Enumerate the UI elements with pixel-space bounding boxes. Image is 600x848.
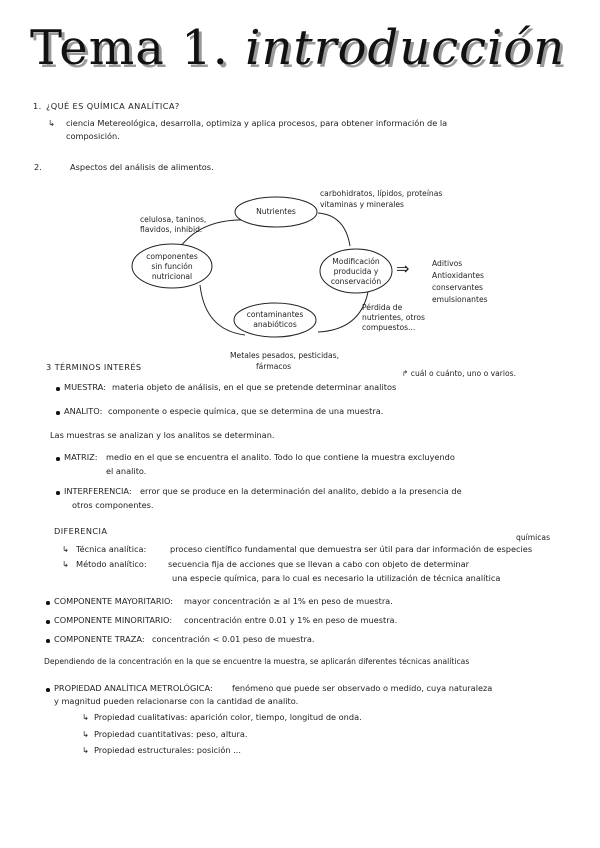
- label-contaminantes-2: anabióticos: [253, 320, 297, 329]
- note-top-2: vitaminas y minerales: [320, 200, 404, 209]
- mayoritario-text: mayor concentración ≥ al 1% en peso de muestra.: [184, 596, 393, 606]
- title-number: 1.: [181, 20, 229, 76]
- label-contaminantes-1: contaminantes: [246, 310, 304, 319]
- dependiendo-line: Dependiendo de la concentración en la que se encuentre la muestra, se aplicarán diferentes técnicas analíticas: [44, 657, 470, 666]
- traza-text: concentración < 0.01 peso de muestra.: [152, 634, 315, 644]
- propiedad-estructurales: Propiedad estructurales: posición ...: [94, 745, 241, 755]
- bullet-icon: [46, 688, 50, 692]
- metodo-line2: una especie química, para lo cual es necesario la utilización de técnica analítica: [172, 573, 501, 583]
- propiedad-line1: fenómeno que puede ser observado o medido, cuya naturaleza: [232, 683, 493, 693]
- q3-heading: 3 TÉRMINOS INTERÉS: [46, 362, 142, 372]
- matriz-line1: medio en el que se encuentra el analito. Todo lo que contiene la muestra excluyendo: [106, 452, 455, 462]
- arrow-icon: ⇒: [396, 259, 410, 278]
- propiedad-label: PROPIEDAD ANALÍTICA METROLÓGICA:: [54, 683, 213, 693]
- note-left-1: celulosa, taninos,: [140, 215, 207, 224]
- q2-text: Aspectos del análisis de alimentos.: [70, 162, 214, 172]
- note-left-2: flavidos, inhibid.: [140, 225, 203, 234]
- diferencia-heading: DIFERENCIA: [54, 526, 108, 536]
- bullet-icon: [56, 491, 60, 495]
- note-right-2: Antioxidantes: [432, 271, 485, 280]
- bullet-icon: [46, 601, 50, 605]
- minoritario-text: concentración entre 0.01 y 1% en peso de muestra.: [184, 615, 398, 625]
- q1-answer-line1: ciencia Metereológica, desarrolla, optimiza y aplica procesos, para obtener información de la: [66, 118, 448, 128]
- bullet-icon: [56, 411, 60, 415]
- matriz-label: MATRIZ:: [64, 452, 98, 462]
- metodo-label: Método analítico:: [76, 559, 147, 569]
- bullet-icon: [46, 620, 50, 624]
- interferencia-line2: otros componentes.: [72, 500, 154, 510]
- note-perdida-1: Pérdida de: [362, 303, 403, 312]
- q2-number: 2.: [34, 162, 42, 172]
- muestra-label: MUESTRA:: [64, 382, 107, 392]
- q1-question: ¿QUÉ ES QUÍMICA ANALÍTICA?: [46, 101, 180, 111]
- q1-number: 1.: [33, 101, 42, 111]
- bullet-icon: [46, 639, 50, 643]
- tecnica-label: Técnica analítica:: [76, 544, 147, 554]
- tecnica-arrow-icon: ↳: [62, 544, 69, 554]
- muestra-note: ↱ cuál o cuánto, uno o varios.: [402, 369, 517, 378]
- minoritario-label: COMPONENTE MINORITARIO:: [54, 615, 173, 625]
- note-top-1: carbohidratos, lípidos, proteínas: [320, 189, 443, 198]
- note-bottom-1: Metales pesados, pesticidas,: [230, 351, 340, 360]
- muestra-text: materia objeto de análisis, en el que se pretende determinar analitos: [112, 382, 397, 392]
- mayoritario-label: COMPONENTE MAYORITARIO:: [54, 596, 174, 606]
- q1-answer-line2: composición.: [66, 131, 120, 141]
- title-word-tema: Tema: [30, 20, 165, 76]
- note-right-1: Aditivos: [432, 259, 463, 268]
- note-right-3: conservantes: [432, 283, 483, 292]
- note-bottom-2: fármacos: [256, 362, 292, 371]
- cualitativas-arrow-icon: ↳: [82, 712, 89, 722]
- matriz-line2: el analito.: [106, 466, 147, 476]
- quimicas-note: químicas: [516, 533, 551, 542]
- traza-label: COMPONENTE TRAZA:: [54, 634, 145, 644]
- label-modificacion-2: producida y: [333, 267, 379, 276]
- propiedad-cualitativas: Propiedad cualitativas: aparición color, tiempo, longitud de onda.: [94, 712, 362, 722]
- bullet-icon: [56, 387, 60, 391]
- note-perdida-2: nutrientes, otros: [362, 313, 425, 322]
- label-modificacion-3: conservación: [330, 277, 382, 286]
- analito-text: componente o especie química, que se determina de una muestra.: [108, 406, 384, 416]
- analito-label: ANALITO:: [64, 406, 103, 416]
- cuantitativas-arrow-icon: ↳: [82, 729, 89, 739]
- title-word-introduccion: introducción: [245, 20, 566, 76]
- bullet-icon: [56, 457, 60, 461]
- label-componentes-2: sin función: [151, 262, 193, 271]
- tecnica-text: proceso científico fundamental que demuestra ser útil para dar información de especies: [170, 544, 533, 554]
- metodo-line1: secuencia fija de acciones que se llevan a cabo con objeto de determinar: [168, 559, 470, 569]
- q1-arrow-icon: ↳: [48, 118, 55, 128]
- note-perdida-3: compuestos...: [362, 323, 416, 332]
- label-componentes-3: nutricional: [151, 272, 193, 281]
- propiedad-line2: y magnitud pueden relacionarse con la cantidad de analito.: [54, 696, 299, 706]
- note-right-4: emulsionantes: [432, 295, 488, 304]
- label-modificacion-1: Modificación: [332, 257, 380, 266]
- label-nutrientes: Nutrientes: [256, 207, 296, 216]
- label-componentes-1: componentes: [146, 252, 198, 261]
- muestras-line: Las muestras se analizan y los analitos se determinan.: [50, 430, 275, 440]
- estructurales-arrow-icon: ↳: [82, 745, 89, 755]
- interferencia-line1: error que se produce en la determinación del analito, debido a la presencia de: [140, 486, 462, 496]
- propiedad-cuantitativas: Propiedad cuantitativas: peso, altura.: [94, 729, 248, 739]
- metodo-arrow-icon: ↳: [62, 559, 69, 569]
- interferencia-label: INTERFERENCIA:: [64, 486, 132, 496]
